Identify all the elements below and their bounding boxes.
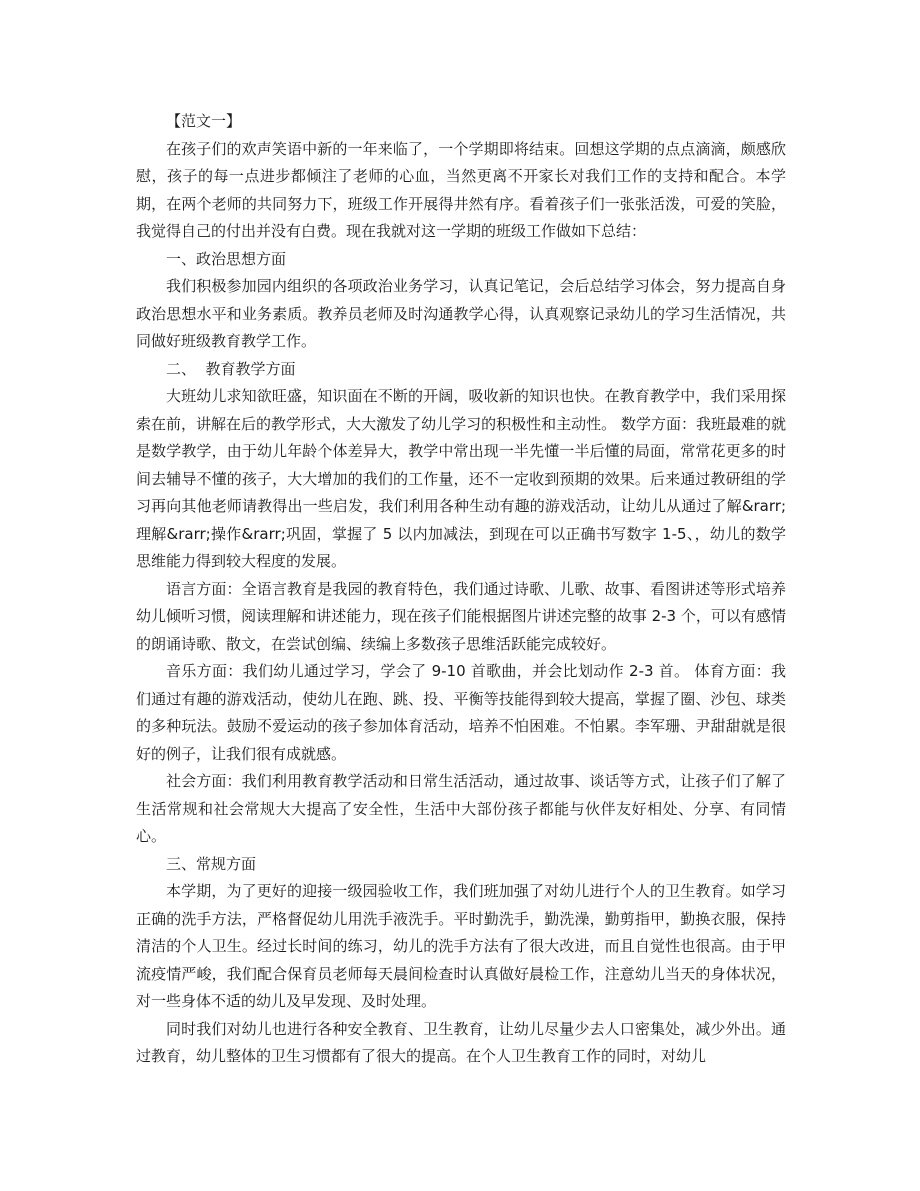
document-body bbox=[136, 108, 786, 1071]
body-paragraph: 大班幼儿求知欲旺盛，知识面在不断的开阔，吸收新的知识也快。在教育教学中，我们采用探索在前，讲解在后的教学形式，大大激发了幼儿学习的积极性和主动性。 数学方面：我班最难的就是数学教学，由于幼儿年龄个体差异大，教学中常出现一半先懂一半后懂的局面，常常花更多的时间去辅导不懂的孩子，大大增加的我们的工作量，还不一定收到预期的效果。后来通过教研组的学习再向其他老师请教得出一些启发，我们利用各种生动有趣的游戏活动，让幼儿从通过了解&rarr;理解&rarr;操作&rarr;巩固，掌握了 5 以内加减法，到现在可以正确书写数字 1-5、，幼儿的数学思维能力得到较大程度的发展。 bbox=[136, 387, 786, 570]
section-heading: 二、 教育教学方面 bbox=[166, 359, 296, 378]
section-heading: 三、常规方面 bbox=[166, 854, 257, 873]
body-paragraph: 我们积极参加园内组织的各项政治业务学习，认真记笔记，会后总结学习体会，努力提高自身政治思想水平和业务素质。教养员老师及时沟通教学心得，认真观察记录幼儿的学习生活情况，共同做好班级教育教学工作。 bbox=[136, 277, 786, 350]
body-paragraph: 本学期，为了更好的迎接一级园验收工作，我们班加强了对幼儿进行个人的卫生教育。如学习正确的洗手方法，严格督促幼儿用洗手液洗手。平时勤洗手，勤洗澡，勤剪指甲，勤换衣服，保持清洁的个人卫生。经过长时间的练习，幼儿的洗手方法有了很大改进，而且自觉性也很高。由于甲流疫情严峻，我们配合保育员老师每天晨间检查时认真做好晨检工作，注意幼儿当天的身体状况，对一些身体不适的幼儿及早发现、及时处理。 bbox=[136, 882, 786, 1010]
section-heading: 一、政治思想方面 bbox=[166, 249, 287, 268]
body-paragraph: 在孩子们的欢声笑语中新的一年来临了，一个学期即将结束。回想这学期的点点滴滴，颇感欣慰，孩子的每一点进步都倾注了老师的心血，当然更离不开家长对我们工作的支持和配合。本学期，在两个老师的共同努力下，班级工作开展得井然有序。看着孩子们一张张活泼，可爱的笑脸，我觉得自己的付出并没有白费。现在我就对这一学期的班级工作做如下总结： bbox=[136, 139, 786, 240]
document-title: 【范文一】 bbox=[166, 112, 242, 130]
body-paragraph: 音乐方面：我们幼儿通过学习，学会了 9-10 首歌曲，并会比划动作 2-3 首。 体育方面：我们通过有趣的游戏活动，使幼儿在跑、跳、投、平衡等技能得到较大提高，掌握了圈、沙包、球类的多种玩法。鼓励不爱运动的孩子参加体育活动，培养不怕困难。不怕累。李军珊、尹甜甜就是很好的例子，让我们很有成就感。 bbox=[136, 662, 786, 763]
body-paragraph: 语言方面：全语言教育是我园的教育特色，我们通过诗歌、儿歌、故事、看图讲述等形式培养幼儿倾听习惯，阅读理解和讲述能力，现在孩子们能根据图片讲述完整的故事 2-3 个，可以有感情的朗诵诗歌、散文，在尝试创编、续编上多数孩子思维活跃能完成较好。 bbox=[136, 579, 786, 653]
document-content bbox=[136, 136, 786, 1071]
body-paragraph: 同时我们对幼儿也进行各种安全教育、卫生教育，让幼儿尽量少去人口密集处，减少外出。通过教育，幼儿整体的卫生习惯都有了很大的提高。在个人卫生教育工作的同时，对幼儿 bbox=[136, 1019, 786, 1065]
body-paragraph: 社会方面：我们利用教育教学活动和日常生活活动，通过故事、谈话等方式，让孩子们了解了生活常规和社会常规大大提高了安全性，生活中大部份孩子都能与伙伴友好相处、分享、有同情心。 bbox=[136, 772, 786, 845]
